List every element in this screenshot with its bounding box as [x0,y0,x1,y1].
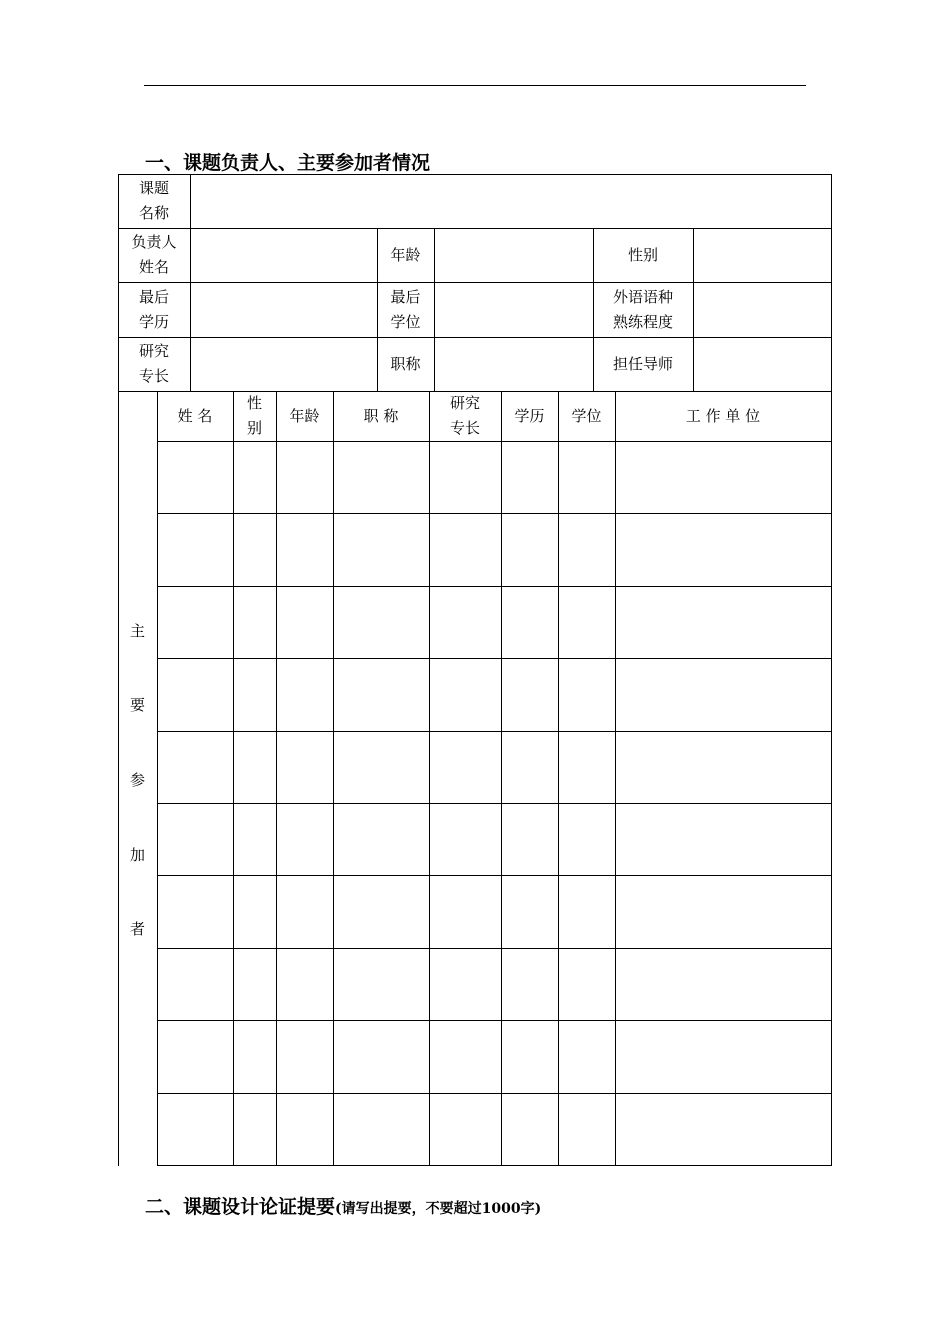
education-input[interactable] [190,282,377,337]
participant-row-1-specialty-cell[interactable] [429,441,501,513]
participant-row-6-age-cell[interactable] [276,803,333,875]
participant-row-2-age-cell[interactable] [276,513,333,586]
header-age: 年龄 [289,406,320,425]
participant-row-3-name-cell[interactable] [157,586,233,658]
participant-row-10-education-cell[interactable] [501,1093,558,1165]
participant-row-2-education-cell[interactable] [501,513,558,586]
participants-side-label-char: 要 [129,696,145,714]
participant-row-5-specialty-cell[interactable] [429,731,501,803]
participant-row-6-education-cell[interactable] [501,803,558,875]
section-2-title-text: 二、课题设计论证提要 [145,1196,336,1218]
header-name: 姓 名 [177,406,213,425]
participant-row-1-gender-cell[interactable] [233,441,276,513]
participants-side-label-char: 主 [129,622,145,640]
participant-row-3-education-cell[interactable] [501,586,558,658]
participant-row-1-workplace-cell[interactable] [615,441,831,513]
leader-name-label: 负责人 姓名 [131,233,177,276]
header-degree: 学位 [571,406,602,425]
participant-row-1-name-cell[interactable] [157,441,233,513]
gender-label: 性别 [627,245,658,264]
participant-row-8-degree-cell[interactable] [558,948,615,1020]
topic-input[interactable] [190,174,831,228]
participant-row-1-age-cell[interactable] [276,441,333,513]
participant-row-3-workplace-cell[interactable] [615,586,831,658]
header-specialty: 研究 专长 [449,394,480,437]
participant-row-5-name-cell[interactable] [157,731,233,803]
header-title: 职 称 [363,406,399,425]
participant-row-6-specialty-cell[interactable] [429,803,501,875]
gender-input[interactable] [693,228,831,282]
participant-row-10-title-cell[interactable] [333,1093,429,1165]
participant-row-9-age-cell[interactable] [276,1020,333,1093]
participant-row-4-degree-cell[interactable] [558,658,615,731]
participant-row-8-title-cell[interactable] [333,948,429,1020]
participant-row-9-name-cell[interactable] [157,1020,233,1093]
participant-row-5-age-cell[interactable] [276,731,333,803]
specialty-label: 研究 专长 [138,342,169,385]
participant-row-6-name-cell[interactable] [157,803,233,875]
language-label: 外语语种 熟练程度 [612,287,673,331]
participant-row-2-gender-cell[interactable] [233,513,276,586]
title-input[interactable] [434,337,593,391]
participant-row-9-degree-cell[interactable] [558,1020,615,1093]
participant-row-3-specialty-cell[interactable] [429,586,501,658]
participant-row-1-title-cell[interactable] [333,441,429,513]
participant-row-4-name-cell[interactable] [157,658,233,731]
participant-row-10-workplace-cell[interactable] [615,1093,831,1165]
participant-row-7-specialty-cell[interactable] [429,875,501,948]
participant-row-7-gender-cell[interactable] [233,875,276,948]
leader-name-input[interactable] [190,228,377,282]
participant-row-5-title-cell[interactable] [333,731,429,803]
degree-input[interactable] [434,282,593,337]
participant-row-3-degree-cell[interactable] [558,586,615,658]
supervisor-input[interactable] [693,337,831,391]
participant-row-10-degree-cell[interactable] [558,1093,615,1165]
participant-row-5-workplace-cell[interactable] [615,731,831,803]
participant-row-4-education-cell[interactable] [501,658,558,731]
participant-row-8-education-cell[interactable] [501,948,558,1020]
participant-row-10-specialty-cell[interactable] [429,1093,501,1165]
header-workplace: 工 作 单 位 [685,406,761,425]
participant-row-2-degree-cell[interactable] [558,513,615,586]
participant-row-3-age-cell[interactable] [276,586,333,658]
participant-row-8-name-cell[interactable] [157,948,233,1020]
age-label: 年龄 [390,245,421,264]
participant-row-1-degree-cell[interactable] [558,441,615,513]
section-1-title: 一、课题负责人、主要参加者情况 [145,152,431,174]
participant-row-7-workplace-cell[interactable] [615,875,831,948]
age-input[interactable] [434,228,593,282]
participant-row-3-gender-cell[interactable] [233,586,276,658]
participant-row-2-name-cell[interactable] [157,513,233,586]
participant-row-2-title-cell[interactable] [333,513,429,586]
participant-row-7-name-cell[interactable] [157,875,233,948]
participant-row-6-gender-cell[interactable] [233,803,276,875]
header-education: 学历 [514,406,545,425]
header-rule [144,85,806,86]
supervisor-label: 担任导师 [612,354,673,373]
participant-row-4-gender-cell[interactable] [233,658,276,731]
participant-row-10-age-cell[interactable] [276,1093,333,1165]
participant-row-7-degree-cell[interactable] [558,875,615,948]
participants-side-label-char: 参 [129,771,145,789]
participant-row-7-education-cell[interactable] [501,875,558,948]
table-rule [157,1165,832,1166]
participant-row-10-name-cell[interactable] [157,1093,233,1165]
participant-row-5-gender-cell[interactable] [233,731,276,803]
table-rule [831,174,832,1166]
participants-side-label-char: 加 [129,846,145,864]
participant-row-2-specialty-cell[interactable] [429,513,501,586]
header-gender: 性 别 [246,394,262,437]
participant-row-9-gender-cell[interactable] [233,1020,276,1093]
participant-row-4-workplace-cell[interactable] [615,658,831,731]
section-2-title [145,1192,541,1219]
participant-row-8-specialty-cell[interactable] [429,948,501,1020]
participant-row-7-title-cell[interactable] [333,875,429,948]
participant-row-1-education-cell[interactable] [501,441,558,513]
participant-row-6-title-cell[interactable] [333,803,429,875]
participant-row-3-title-cell[interactable] [333,586,429,658]
education-label: 最后 学历 [138,287,169,331]
participant-row-9-specialty-cell[interactable] [429,1020,501,1093]
participant-row-6-degree-cell[interactable] [558,803,615,875]
topic-label: 课题 名称 [138,179,169,222]
participant-row-5-degree-cell[interactable] [558,731,615,803]
participant-row-8-gender-cell[interactable] [233,948,276,1020]
participant-row-10-gender-cell[interactable] [233,1093,276,1165]
section-2-note: (请写出提要，不要超过1000字) [335,1201,542,1217]
language-input[interactable] [693,282,831,337]
participant-row-2-workplace-cell[interactable] [615,513,831,586]
title-label: 职称 [390,354,421,373]
participants-side-label-char: 者 [129,920,145,938]
degree-label: 最后 学位 [390,287,421,331]
participant-row-8-age-cell[interactable] [276,948,333,1020]
participant-row-9-title-cell[interactable] [333,1020,429,1093]
participant-row-4-age-cell[interactable] [276,658,333,731]
participant-row-6-workplace-cell[interactable] [615,803,831,875]
participant-row-9-workplace-cell[interactable] [615,1020,831,1093]
participant-row-4-title-cell[interactable] [333,658,429,731]
participant-row-5-education-cell[interactable] [501,731,558,803]
specialty-input[interactable] [190,337,377,391]
participant-row-7-age-cell[interactable] [276,875,333,948]
participant-row-8-workplace-cell[interactable] [615,948,831,1020]
participant-row-4-specialty-cell[interactable] [429,658,501,731]
participant-row-9-education-cell[interactable] [501,1020,558,1093]
